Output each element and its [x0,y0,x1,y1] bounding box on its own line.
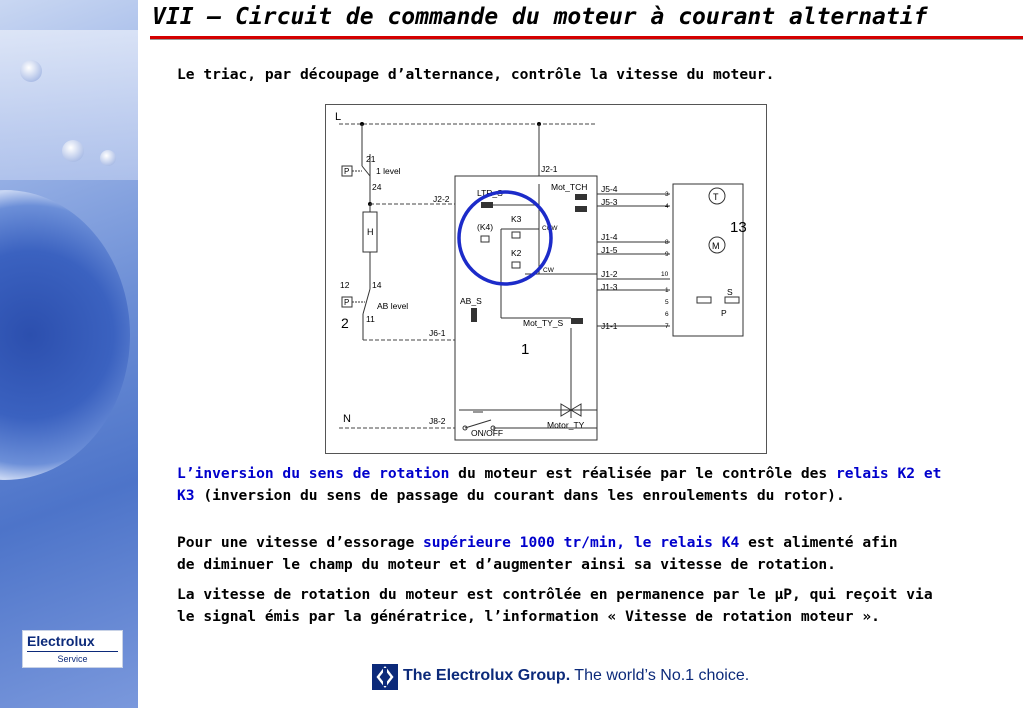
page-title: VII – Circuit de commande du moteur à courant alternatif [152,4,928,30]
connector-j1-1: J1-1 [601,321,618,331]
relay-k2-label: K2 [511,248,522,258]
line-N-label: N [343,413,351,425]
highlight-spin-speed: supérieure 1000 tr/min, le relais K4 [423,534,740,551]
ccw-label: CCW [542,225,558,232]
tachometer-symbol: T [713,192,719,202]
electrolux-service-logo [22,630,123,668]
highlight-relay-k3: K3 [177,487,195,504]
terminal-4: 4 [665,203,669,210]
footer-brand-name: The Electrolux Group. [403,667,571,684]
para2-text: Pour une vitesse d’essorage [177,534,424,551]
pressure-switch-p1: P [344,167,350,176]
para1-text-end: (inversion du sens de passage du courant dans les enroulements du rotor). [194,487,845,504]
connector-j5-4: J5-4 [601,184,618,194]
motor-symbol: M [712,241,720,251]
callout-1: 1 [521,341,530,358]
logo-subtitle: Service [57,654,88,664]
stator-s-label: S [727,287,733,297]
paragraph-spin-speed [177,532,967,576]
connector-j2-1: J2-1 [541,164,558,174]
terminal-24: 24 [372,182,382,192]
terminal-14: 14 [372,280,382,290]
cw-label: CW [543,267,554,274]
connector-j1-5: J1-5 [601,245,618,255]
on-off-label: ON/OFF [471,428,504,438]
connector-j1-3: J1-3 [601,282,618,292]
terminal-9: 9 [665,251,669,258]
terminal-12: 12 [340,280,350,290]
connector-j1-4: J1-4 [601,232,618,242]
mot-tch-label: Mot_TCH [551,182,588,192]
terminal-5: 5 [665,299,669,306]
terminal-1: 1 [665,287,669,294]
title-underline-shadow [150,39,1023,40]
connector-j5-3: J5-3 [601,197,618,207]
connector-j1-2: J1-2 [601,269,618,279]
intro-text: Le triac, par découpage d’alternance, contrôle la vitesse du moteur. [177,66,775,83]
para1-text: du moteur est réalisée par le contrôle des [449,465,836,482]
logo-divider [27,651,118,652]
ab-s-label: AB_S [460,296,482,306]
para2-text-b: est alimenté afin [739,534,898,551]
terminal-3: 3 [665,191,669,198]
washer-knob-icon [20,60,42,82]
para2-text-c: de diminuer le champ du moteur et d’augmenter ainsi sa vitesse de rotation. [177,556,836,573]
footer-text [403,667,749,685]
paragraph-speed-control [177,584,977,628]
line-L-label: L [335,111,342,123]
washer-door-image [0,190,130,480]
terminal-21: 21 [366,154,376,164]
terminal-6: 6 [665,311,669,318]
relay-k3-label: K3 [511,214,522,224]
terminal-7: 7 [665,323,669,330]
callout-2: 2 [341,315,349,331]
washer-knob-icon [62,140,84,162]
washer-knob-icon [100,150,116,166]
paragraph-rotation-inversion [177,463,967,507]
terminal-10: 10 [661,271,669,278]
para3-line1: La vitesse de rotation du moteur est contrôlée en permanence par le µP, qui reçoit via [177,586,933,603]
electrolux-logo-icon [372,664,398,690]
level-1-label: 1 level [376,166,401,176]
motor-ty-label: Motor_TY [547,420,585,430]
circuit-diagram [325,104,767,454]
pressure-switch-p2: P [344,298,350,307]
footer-tagline: The world’s No.1 choice. [570,667,750,684]
mot-ty-s-label: Mot_TY_S [523,318,564,328]
connector-j8-2: J8-2 [429,416,446,426]
ltr-s-label: LTR_S [477,188,503,198]
relay-k4-label: (K4) [477,222,494,232]
sidebar-background [0,0,138,708]
ab-level-label: AB level [377,301,409,311]
highlight-relays-k2: relais K2 et [835,465,942,482]
terminal-8: 8 [665,239,669,246]
heater-label: H [367,227,374,237]
connector-j2-2: J2-2 [433,194,450,204]
callout-13: 13 [730,219,747,236]
logo-brand: Electrolux [27,633,95,649]
thermal-p-label: P [721,308,727,318]
terminal-11: 11 [366,314,375,324]
highlight-rotation-inversion: L’inversion du sens de rotation [177,465,450,482]
para3-line2: le signal émis par la génératrice, l’information « Vitesse de rotation moteur ». [177,608,880,625]
connector-j6-1: J6-1 [429,328,446,338]
